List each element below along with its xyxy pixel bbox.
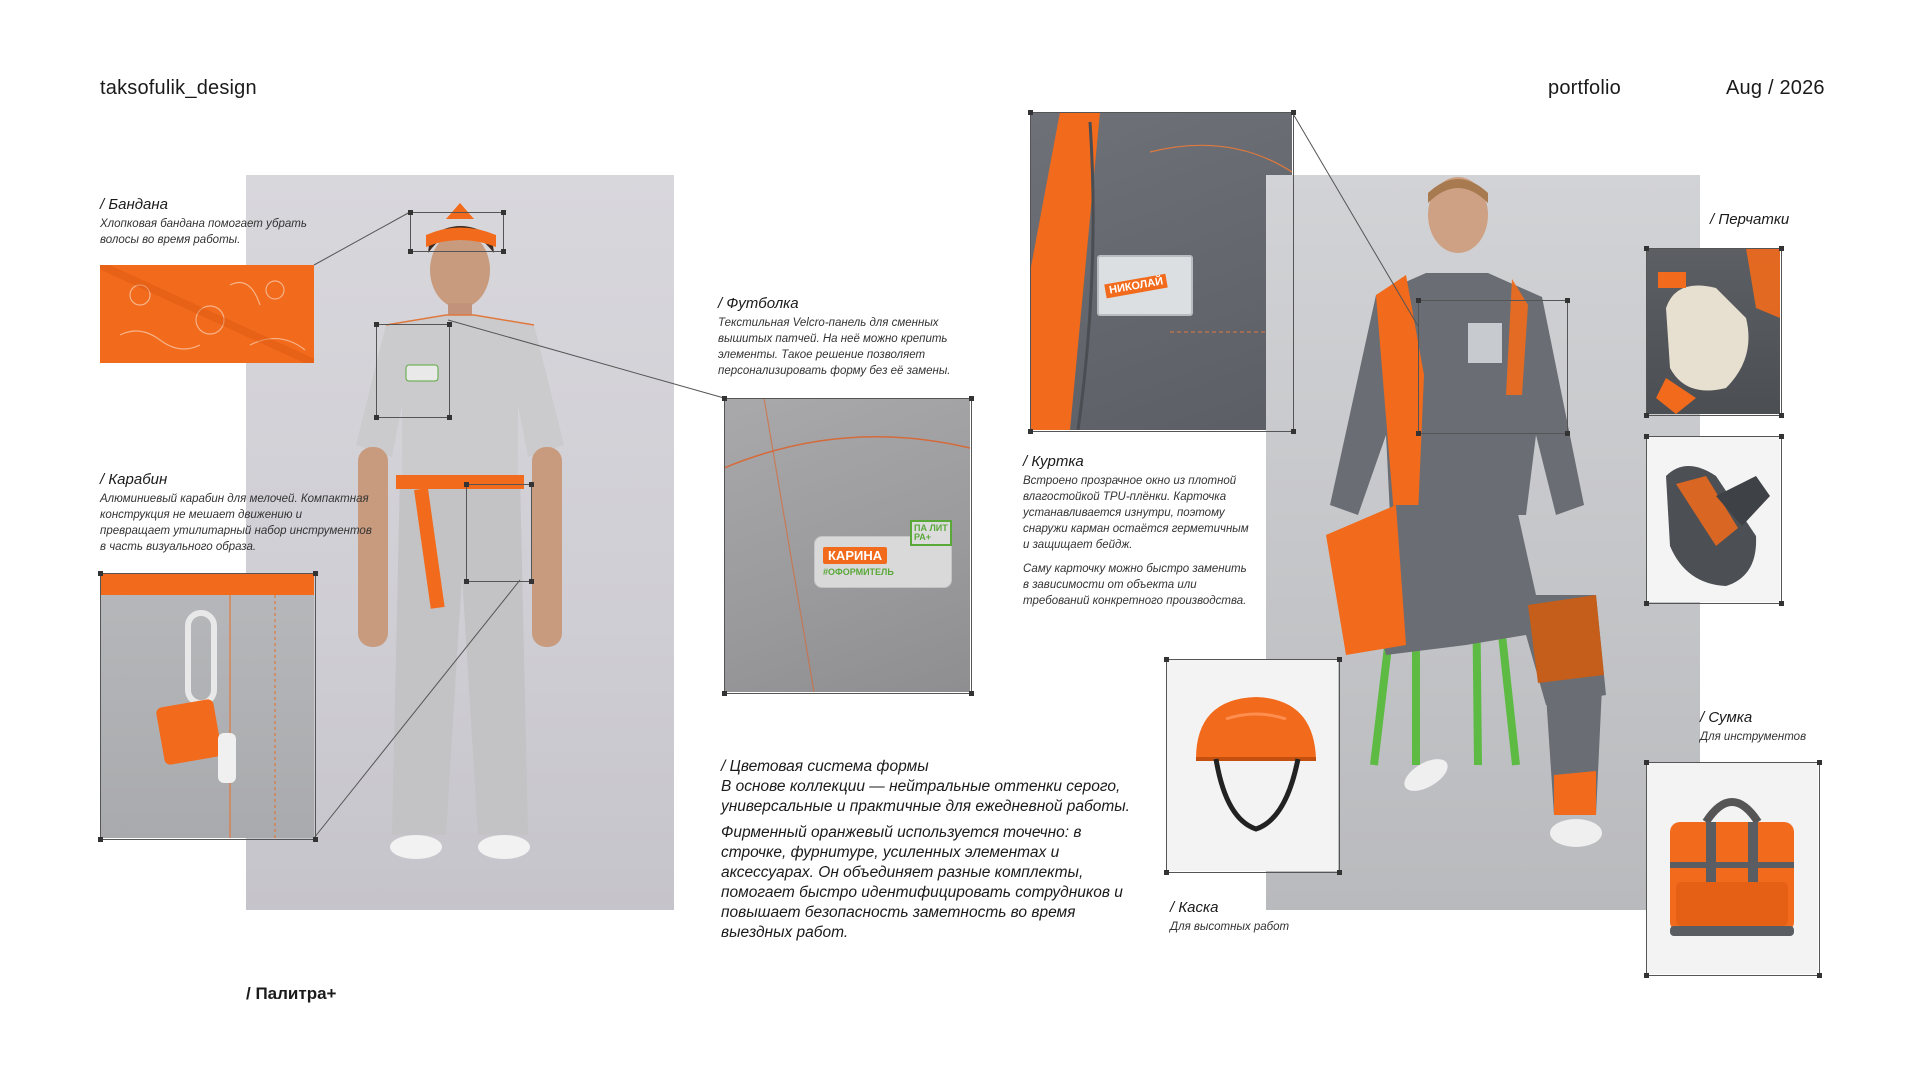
bandana-caption	[100, 196, 330, 248]
jacket-text-1: Встроено прозрачное окно из плотной влагостойкой TPU-плёнки. Карточка устанавливается изнутри, поэтому снаружи карман остаётся герметичным и защищает бейдж.	[1023, 475, 1249, 551]
color-system-block	[721, 757, 1141, 943]
patch-role: #ОФОРМИТЕЛЬ	[823, 567, 894, 577]
jacket-photo-frame	[1030, 112, 1294, 432]
jacket-marker-frame	[1418, 300, 1568, 434]
brand-name: taksofulik_design	[100, 77, 257, 99]
jacket-badge-name: НИКОЛАЙ	[1104, 273, 1168, 298]
section-label: portfolio	[1548, 77, 1621, 99]
bandana-marker-frame	[410, 212, 504, 252]
jacket-title: / Куртка	[1023, 453, 1084, 470]
project-name: / Палитра+	[246, 984, 337, 1003]
cotton-gloves-frame	[1646, 248, 1782, 416]
tshirt-marker-frame	[376, 324, 450, 418]
bag-text: Для инструментов	[1700, 731, 1807, 743]
jacket-text-2: Саму карточку можно быстро заменить в зависимости от объекта или требований конкретного производства.	[1023, 563, 1247, 607]
helmet-caption	[1170, 899, 1289, 935]
carabiner-marker-frame	[466, 484, 532, 582]
color-system-title: / Цветовая система формы	[721, 758, 929, 775]
bag-photo-frame	[1646, 762, 1820, 976]
carabiner-text: Алюминиевый карабин для мелочей. Компактная конструкция не мешает движению и превращает утилитарный набор инструментов в часть визуального образа.	[100, 493, 372, 553]
patch-logo: ПА ЛИТ РА+	[910, 520, 952, 546]
helmet-photo-frame	[1166, 659, 1340, 873]
bandana-text: Хлопковая бандана помогает убрать волосы во время работы.	[100, 218, 307, 246]
protective-gloves-frame	[1646, 436, 1782, 604]
date-label: Aug / 2026	[1726, 77, 1825, 99]
tshirt-title: / Футболка	[718, 295, 799, 312]
gloves-caption	[1710, 211, 1789, 231]
tshirt-caption	[718, 295, 990, 379]
gloves-title: / Перчатки	[1710, 211, 1790, 228]
bag-caption	[1700, 709, 1806, 745]
color-system-text-1: В основе коллекции — нейтральные оттенки серого, универсальные и практичные для ежедневной работы.	[721, 778, 1130, 815]
helmet-title: / Каска	[1170, 899, 1219, 916]
tshirt-text: Текстильная Velcro-панель для сменных вышитых патчей. На неё можно крепить элементы. Такое решение позволяет персонализировать форму без её замены.	[718, 317, 951, 377]
carabiner-photo-frame	[100, 573, 316, 840]
jacket-caption	[1023, 453, 1251, 609]
bag-title: / Сумка	[1700, 709, 1753, 726]
carabiner-title: / Карабин	[100, 471, 168, 488]
color-system-text-2: Фирменный оранжевый используется точечно: в строчке, фурнитуре, усиленных элементах и аксессуарах. Он объединяет разные комплекты, помогает быстро идентифицировать сотрудников и повышает безопасность заметность во время выездных работ.	[721, 824, 1123, 941]
tshirt-photo-frame	[724, 398, 972, 694]
patch-name: КАРИНА	[823, 547, 887, 564]
bandana-title: / Бандана	[100, 196, 168, 213]
helmet-text: Для высотных работ	[1170, 921, 1290, 933]
bandana-photo-frame	[100, 265, 316, 365]
carabiner-caption	[100, 471, 372, 555]
